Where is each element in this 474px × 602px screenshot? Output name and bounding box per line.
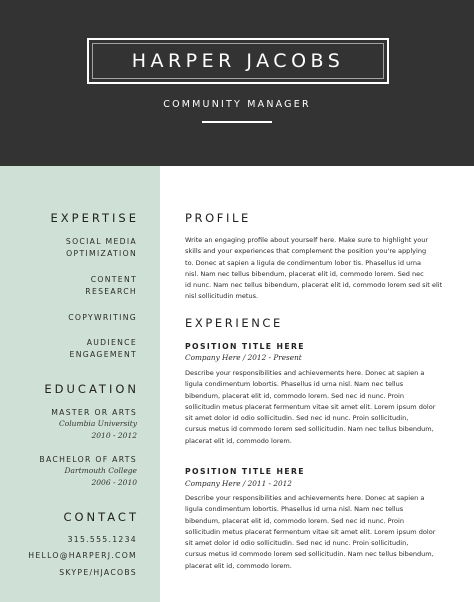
header-banner bbox=[0, 0, 474, 166]
education-school: Columbia University bbox=[59, 419, 137, 428]
position-description bbox=[185, 368, 445, 447]
expertise-item: CONTENT bbox=[90, 275, 137, 284]
profile-line: to. Donec at sapien a ligula de condimentum lobor tis. Phasellus id urna bbox=[185, 258, 421, 267]
education-years: 2006 - 2010 bbox=[91, 478, 137, 487]
profile-heading: PROFILE bbox=[185, 211, 251, 225]
profile-line: Write an engaging profile about yourself here. Make sure to highlight your bbox=[185, 236, 429, 244]
position-company: Company Here / 2012 - Present bbox=[185, 353, 302, 362]
position-title: POSITION TITLE HERE bbox=[185, 342, 305, 351]
expertise-item: RESEARCH bbox=[85, 287, 137, 296]
profile-line: id nunc. Nam nec tellus bibendum, placerat elit id, commodo lorem sed sit elit bbox=[185, 281, 443, 290]
experience-heading: EXPERIENCE bbox=[185, 316, 283, 330]
description-line: cursus metus id commodo lorem sed sollicitudin. Nam nec tellus bibendum, bbox=[185, 550, 434, 559]
job-title: COMMUNITY MANAGER bbox=[163, 99, 311, 110]
description-line: bibendum, placerat elit id, commodo lorem. Sed nec id nunc. Proin bbox=[185, 516, 405, 525]
description-line: ligula condimentum lobortis. Phasellus id urna nisl. Nam nec tellus bbox=[185, 380, 404, 389]
profile-line: skills and your experiences that complement the position you're applying bbox=[185, 247, 427, 256]
description-line: placerat elit id, commodo lorem. bbox=[185, 561, 292, 570]
name-frame bbox=[87, 38, 389, 84]
description-line: sit amet dolor id odio sollicitudin. Sed nec id nunc. Proin sollicitudin, bbox=[185, 414, 409, 423]
profile-text bbox=[185, 235, 445, 303]
description-line: sollicitudin metus placerat fermentum vitae sit amet elit. Lorem ipsum dolor bbox=[185, 402, 436, 411]
position-description bbox=[185, 493, 445, 572]
education-degree: BACHELOR OF ARTS bbox=[39, 455, 137, 464]
position-title: POSITION TITLE HERE bbox=[185, 467, 305, 476]
education-years: 2010 - 2012 bbox=[91, 431, 137, 440]
expertise-item: COPYWRITING bbox=[68, 313, 137, 322]
education-heading: EDUCATION bbox=[44, 382, 139, 396]
contact-email[interactable]: HELLO@HARPERJ.COM bbox=[28, 551, 137, 560]
expertise-item: OPTIMIZATION bbox=[66, 249, 137, 258]
description-line: Describe your responsibilities and achievements here. Donec at sapien a bbox=[185, 494, 425, 502]
description-line: bibendum, placerat elit id, commodo lorem. Sed nec id nunc. Proin bbox=[185, 391, 405, 400]
expertise-item: ENGAGEMENT bbox=[69, 350, 137, 359]
description-line: ligula condimentum lobortis. Phasellus id urna nisl. Nam nec tellus bbox=[185, 505, 404, 514]
contact-phone: 315.555.1234 bbox=[67, 535, 137, 544]
contact-heading: CONTACT bbox=[63, 510, 139, 524]
description-line: Describe your responsibilities and achievements here. Donec at sapien a bbox=[185, 369, 425, 377]
description-line: sit amet dolor id odio sollicitudin. Sed nec id nunc. Proin sollicitudin, bbox=[185, 539, 409, 548]
education-degree: MASTER OR ARTS bbox=[51, 408, 137, 417]
expertise-item: AUDIENCE bbox=[86, 338, 137, 347]
profile-line: nisl sollicitudin metus. bbox=[185, 292, 259, 301]
description-line: sollicitudin metus placerat fermentum vitae sit amet elit. Lorem ipsum dolor bbox=[185, 527, 436, 536]
person-name: HARPER JACOBS bbox=[131, 50, 345, 72]
position-company: Company Here / 2011 - 2012 bbox=[185, 479, 292, 488]
title-underline bbox=[202, 121, 272, 123]
contact-skype: SKYPE/HJACOBS bbox=[59, 568, 137, 577]
description-line: cursus metus id commodo lorem sed sollicitudin. Nam nec tellus bibendum, bbox=[185, 425, 434, 434]
profile-line: nisl. Nam nec tellus bibendum, placerat elit id, commodo lorem. Sed nec bbox=[185, 269, 424, 278]
expertise-item: SOCIAL MEDIA bbox=[65, 237, 137, 246]
expertise-heading: EXPERTISE bbox=[50, 211, 139, 225]
education-school: Dartmouth College bbox=[64, 466, 137, 475]
description-line: placerat elit id, commodo lorem. bbox=[185, 436, 292, 445]
